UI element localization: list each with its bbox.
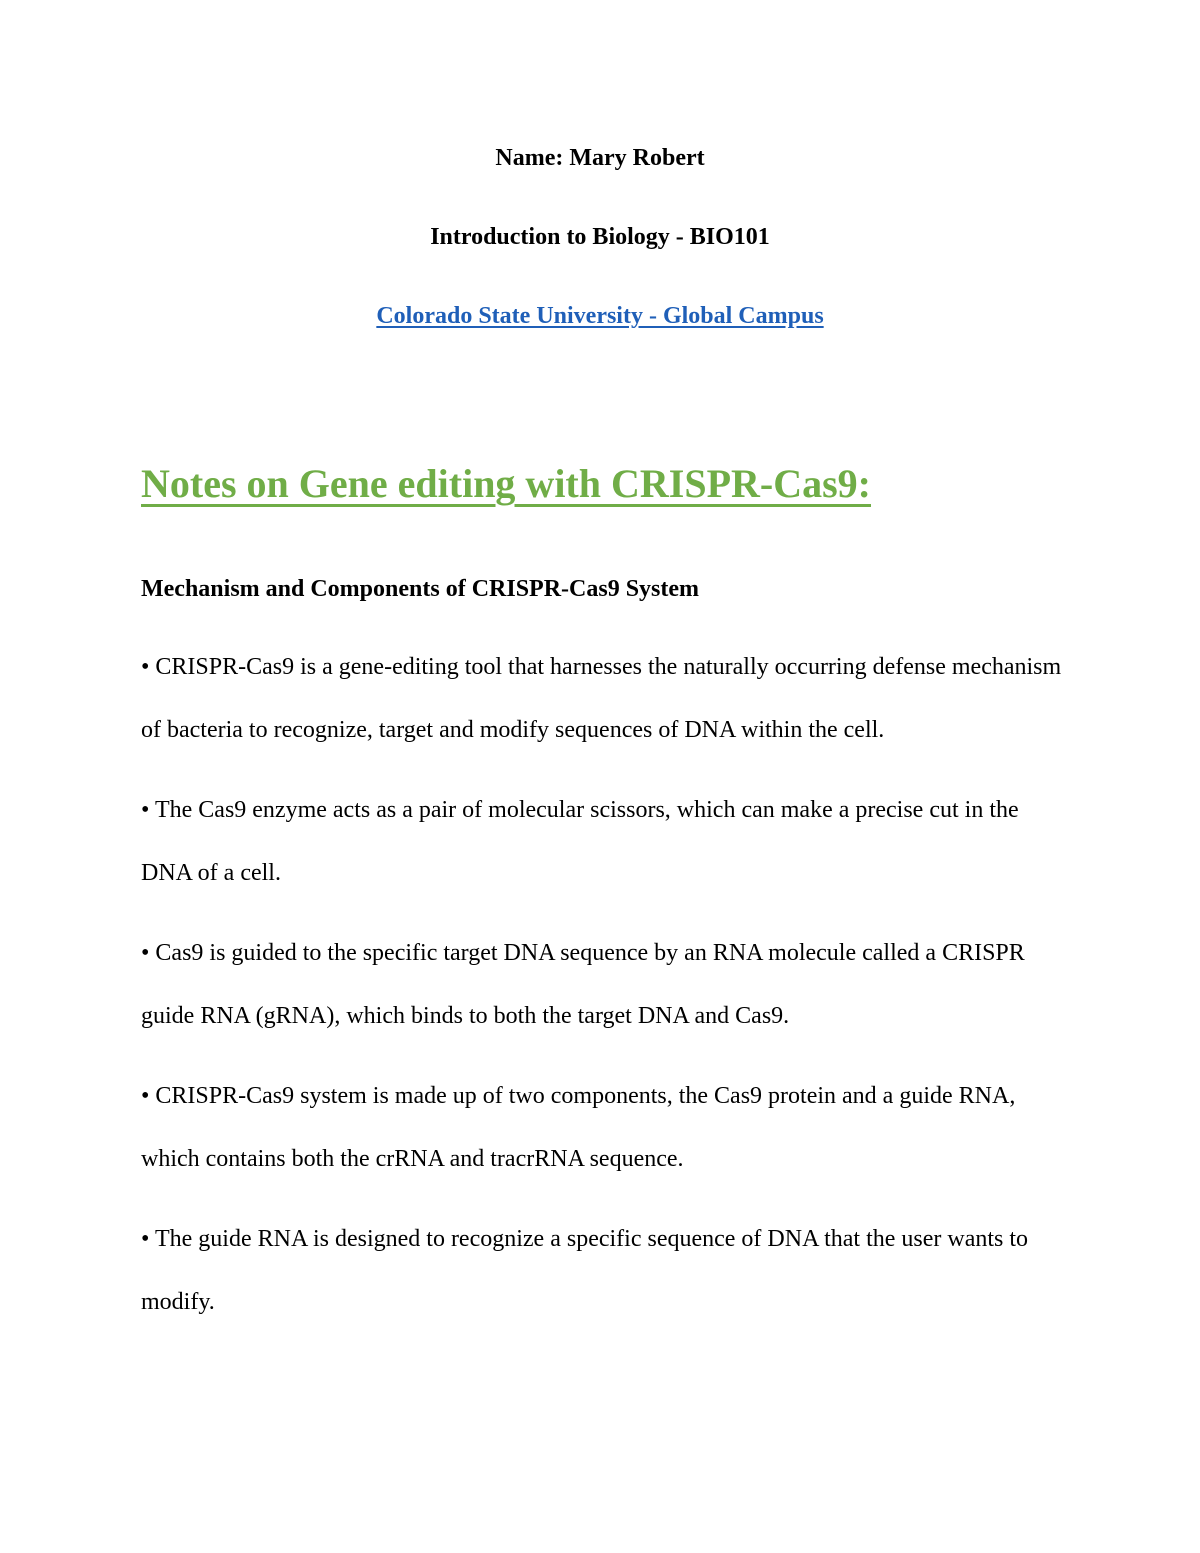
institution-line xyxy=(0,301,1200,331)
institution-link[interactable]: Colorado State University - Global Campus xyxy=(376,303,824,329)
bullet-list xyxy=(141,636,1071,1351)
bullet-item: • CRISPR-Cas9 system is made up of two components, the Cas9 protein and a guide RNA, which contains both the crRNA and tracrRNA sequence. xyxy=(141,1083,1016,1172)
bullet-item: • The Cas9 enzyme acts as a pair of molecular scissors, which can make a precise cut in the DNA of a cell. xyxy=(141,797,1019,886)
bullet-item: • Cas9 is guided to the specific target DNA sequence by an RNA molecule called a CRISPR guide RNA (gRNA), which binds to both the target DNA and Cas9. xyxy=(141,940,1025,1029)
bullet-item: • The guide RNA is designed to recognize a specific sequence of DNA that the user wants to modify. xyxy=(141,1226,1029,1315)
course-title: Introduction to Biology - BIO101 xyxy=(430,224,770,250)
notes-title: Notes on Gene editing with CRISPR-Cas9: xyxy=(141,461,871,506)
section-heading: Mechanism and Components of CRISPR-Cas9 System xyxy=(141,576,700,602)
student-name: Name: Mary Robert xyxy=(495,145,705,171)
bullet-item: • CRISPR-Cas9 is a gene-editing tool that harnesses the naturally occurring defense mechanism of bacteria to recognize, target and modify sequences of DNA within the cell. xyxy=(141,654,1062,743)
